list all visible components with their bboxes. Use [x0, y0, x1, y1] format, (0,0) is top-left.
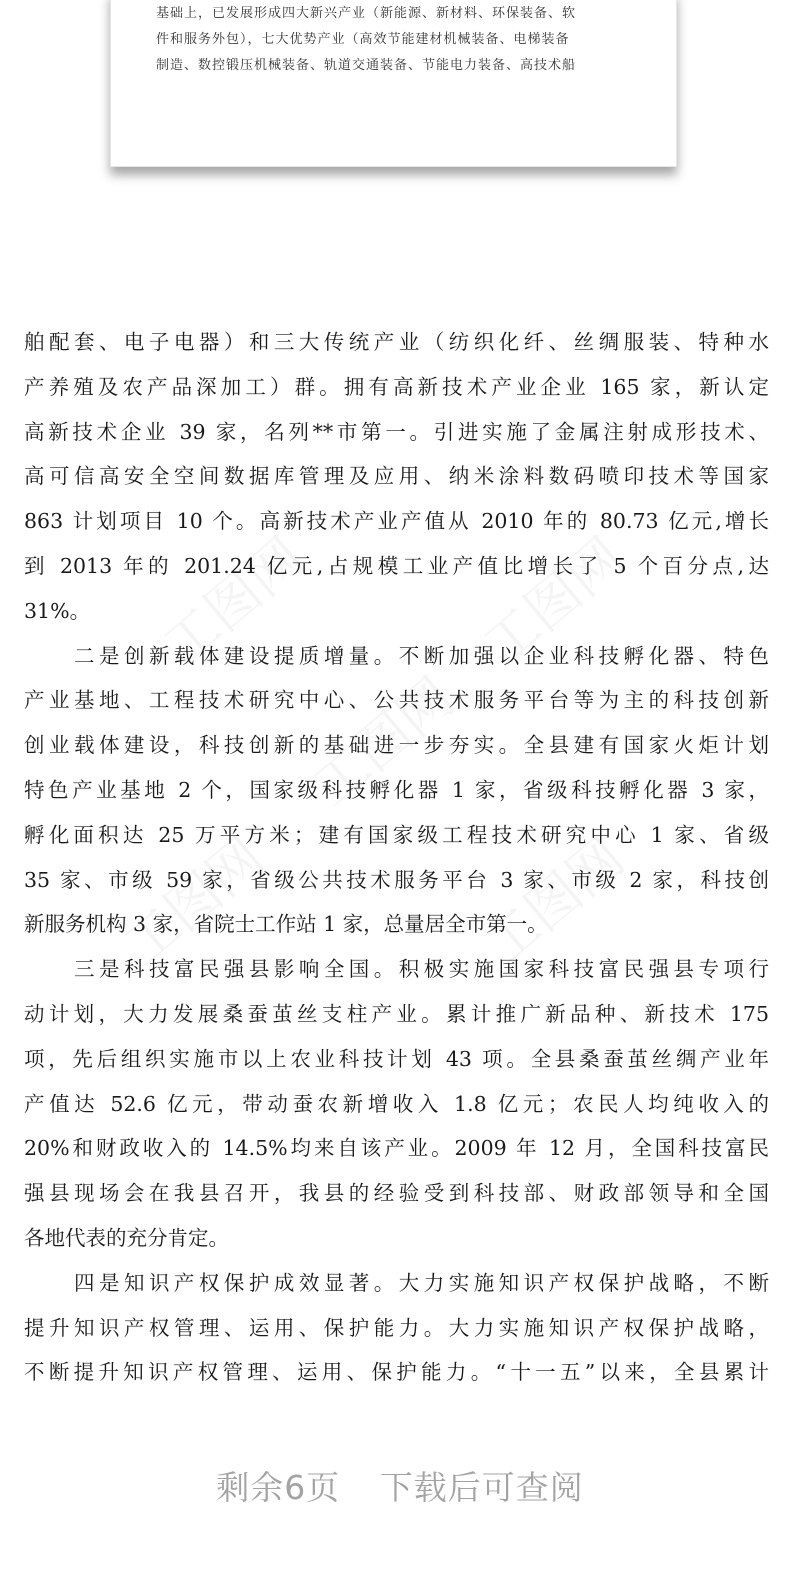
- text-line: 不断提升知识产权管理、运用、保护能力。“十一五”以来，全县累计: [24, 1360, 769, 1385]
- download-to-read-label[interactable]: 下载后可查阅: [379, 1468, 584, 1507]
- preview-line: 制造、数控锻压机械装备、轨道交通装备、节能电力装备、高技术船: [156, 58, 577, 73]
- text-line: 产业基地、工程技术研究中心、公共技术服务平台等为主的科技创新: [24, 688, 769, 713]
- text-line: 各地代表的充分肯定。: [24, 1225, 229, 1250]
- text-line: 高可信高安全空间数据库管理及应用、纳米涂料数码喷印技术等国家: [24, 464, 769, 489]
- preview-line: 基础上，已发展形成四大新兴产业（新能源、新材料、环保装备、软: [156, 6, 577, 21]
- text-line: 产值达 52.6 亿元，带动蚕农新增收入 1.8 亿元；农民人均纯收入的: [24, 1091, 769, 1116]
- paragraph-start-line: 三是科技富民强县影响全国。积极实施国家科技富民强县专项行: [74, 957, 769, 982]
- text-line: 863 计划项目 10 个。高新技术产业产值从 2010 年的 80.73 亿元,增长: [24, 509, 769, 534]
- text-line: 提升知识产权管理、运用、保护能力。大力实施知识产权保护战略，: [24, 1315, 769, 1340]
- text-line: 高新技术企业 39 家，名列**市第一。引进实施了金属注射成形技术、: [24, 419, 769, 444]
- document-body: [24, 320, 769, 1395]
- text-line: 强县现场会在我县召开，我县的经验受到科技部、财政部领导和全国: [24, 1181, 769, 1206]
- text-line: 动计划，大力发展桑蚕茧丝支柱产业。累计推广新品种、新技术 175: [24, 1001, 769, 1026]
- remaining-pages-label: 剩余6页: [216, 1468, 341, 1507]
- text-line: 20%和财政收入的 14.5%均来自该产业。2009 年 12 月，全国科技富民: [24, 1136, 769, 1161]
- text-line: 项，先后组织实施市以上农业科技计划 43 项。全县桑蚕茧丝绸产业年: [24, 1046, 769, 1071]
- remaining-pages-banner[interactable]: [0, 1462, 800, 1509]
- text-line: 产养殖及农产品深加工）群。拥有高新技术产业企业 165 家，新认定: [24, 374, 769, 399]
- preview-text: [156, 1, 646, 79]
- text-line: 新服务机构 3 家，省院士工作站 1 家，总量居全市第一。: [24, 912, 548, 937]
- preview-page-card: [110, 0, 677, 167]
- text-line: 创业载体建设，科技创新的基础进一步夯实。全县建有国家火炬计划: [24, 733, 769, 758]
- paragraph-start-line: 四是知识产权保护成效显著。大力实施知识产权保护战略，不断: [74, 1270, 769, 1295]
- text-line: 到 2013 年的 201.24 亿元,占规模工业产值比增长了 5 个百分点,达: [24, 553, 769, 578]
- text-line: 特色产业基地 2 个，国家级科技孵化器 1 家，省级科技孵化器 3 家，: [24, 777, 769, 802]
- text-line: 31%。: [24, 598, 91, 623]
- preview-line: 件和服务外包），七大优势产业（高效节能建材机械装备、电梯装备: [156, 32, 570, 47]
- text-line: 35 家、市级 59 家，省级公共技术服务平台 3 家、市级 2 家，科技创: [24, 867, 769, 892]
- text-line: 舶配套、电子电器）和三大传统产业（纺织化纤、丝绸服装、特种水: [24, 330, 769, 354]
- paragraph-start-line: 二是创新载体建设提质增量。不断加强以企业科技孵化器、特色: [74, 643, 769, 668]
- text-line: 孵化面积达 25 万平方米；建有国家级工程技术研究中心 1 家、省级: [24, 822, 769, 847]
